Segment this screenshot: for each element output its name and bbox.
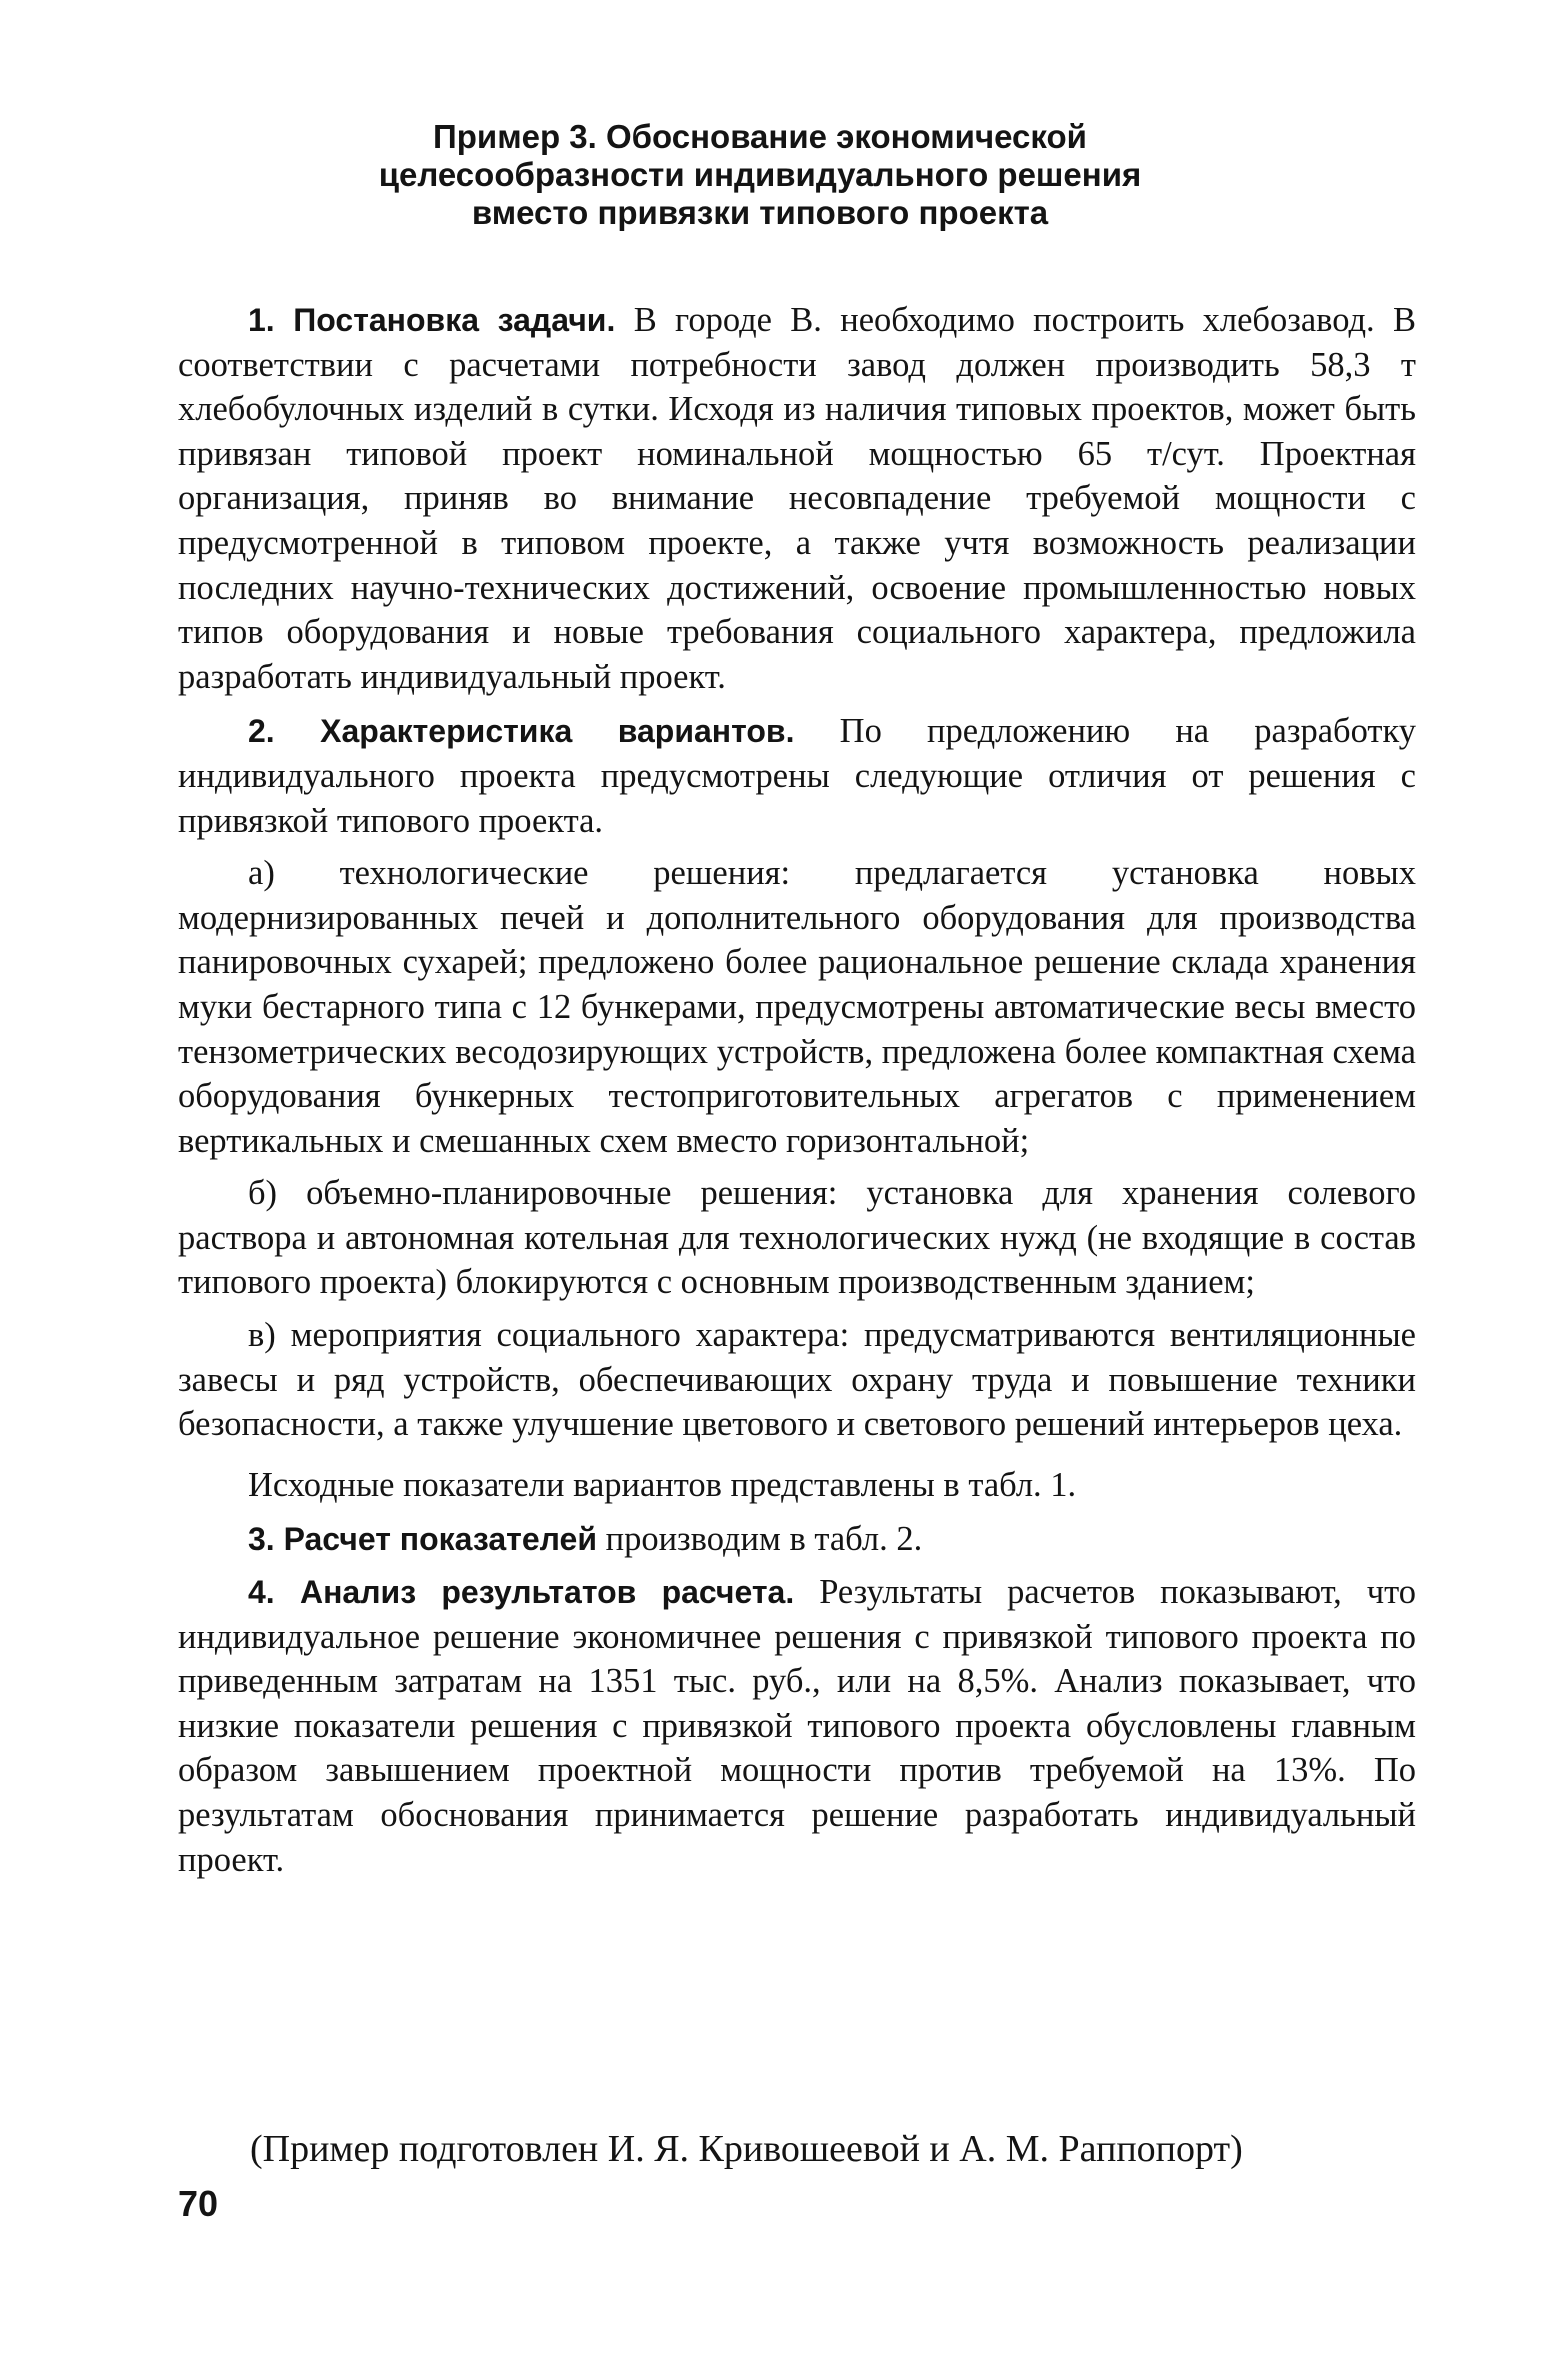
text-problem-statement: В городе В. необходимо построить хлебозавод. В соответствии с расчетами потребности завод должен производить 58,3 т хлебобулочных изделий в сутки. Исходя из наличия типовых проектов, может быть привязан типовой проект номинальной мощностью 65 т/сут. Проектная организация, приняв во внимание несовпадение требуемой мощности с предусмотренной в типовом проекте, а также учтя возможность реализации последних научно-технических достижений, освоение промышленностью новых типов оборудования и новые требования социального характера, предложила разработать индивидуальный проект. <box>178 301 1417 696</box>
title-line-2: целесообразности индивидуального решения <box>378 156 1142 193</box>
title-line-3: вместо привязки типового проекта <box>471 194 1049 231</box>
page-number: 70 <box>178 2183 219 2224</box>
text-analysis: Результаты расчетов показывают, что индивидуальное решение экономичнее решения с привязкой типового проекта по приведенным затратам на 1351 тыс. руб., или на 8,5%. Анализ показывает, что низкие показатели решения с привязкой типового проекта обусловлены главным образом завышением проектной мощности против требуемой на 13%. По результатам обоснования принимается решение разработать индивидуальный проект. <box>178 1573 1416 1879</box>
paragraph-planning-solutions: б) объемно-планировочные решения: установка для хранения солевого раствора и автономная котельная для технологических нужд (не входящие в состав типового проекта) блокируются с основным производственным зданием; <box>178 1174 1416 1302</box>
paragraph-calculation <box>178 1517 1416 1562</box>
paragraph-technological-solutions: а) технологические решения: предлагается установка новых модернизированных печей и дополнительного оборудования для производства панировочных сухарей; предложено более рациональное решение склада хранения муки бестарного типа с 12 бункерами, предусмотрены автоматические весы вместо тензометрических весодозирующих устройств, предложена более компактная схема оборудования бункерных тестоприготовительных агрегатов с применением вертикальных и смешанных схем вместо горизонтальной; <box>178 854 1416 1160</box>
paragraph-table-reference: Исходные показатели вариантов представлены в табл. 1. <box>248 1465 1077 1504</box>
paragraph-analysis <box>178 1570 1416 1882</box>
text-calculation: производим в табл. 2. <box>596 1520 923 1559</box>
text-variants: По предложению на разработку индивидуального проекта предусмотрены следующие отличия от решения с привязкой типового проекта. <box>178 712 1416 840</box>
heading-analysis: 4. Анализ результатов расчета. <box>248 1574 795 1611</box>
heading-variants: 2. Характеристика вариантов. <box>248 713 795 750</box>
paragraph-problem-statement <box>178 298 1416 699</box>
paragraph-variants <box>178 709 1416 843</box>
title-line-1: Пример 3. Обоснование экономической <box>433 118 1087 155</box>
body-text <box>178 298 1416 1892</box>
heading-calculation: 3. Расчет показателей <box>248 1521 597 1558</box>
credit-line: (Пример подготовлен И. Я. Кривошеевой и А. М. Раппопорт) <box>250 2128 1243 2170</box>
page-title <box>330 118 1190 232</box>
heading-problem-statement: 1. Постановка задачи. <box>248 302 616 338</box>
paragraph-social-measures: в) мероприятия социального характера: предусматриваются вентиляционные завесы и ряд устройств, обеспечивающих охрану труда и повышение техники безопасности, а также улучшение цветового и светового решений интерьеров цеха. <box>178 1316 1416 1444</box>
